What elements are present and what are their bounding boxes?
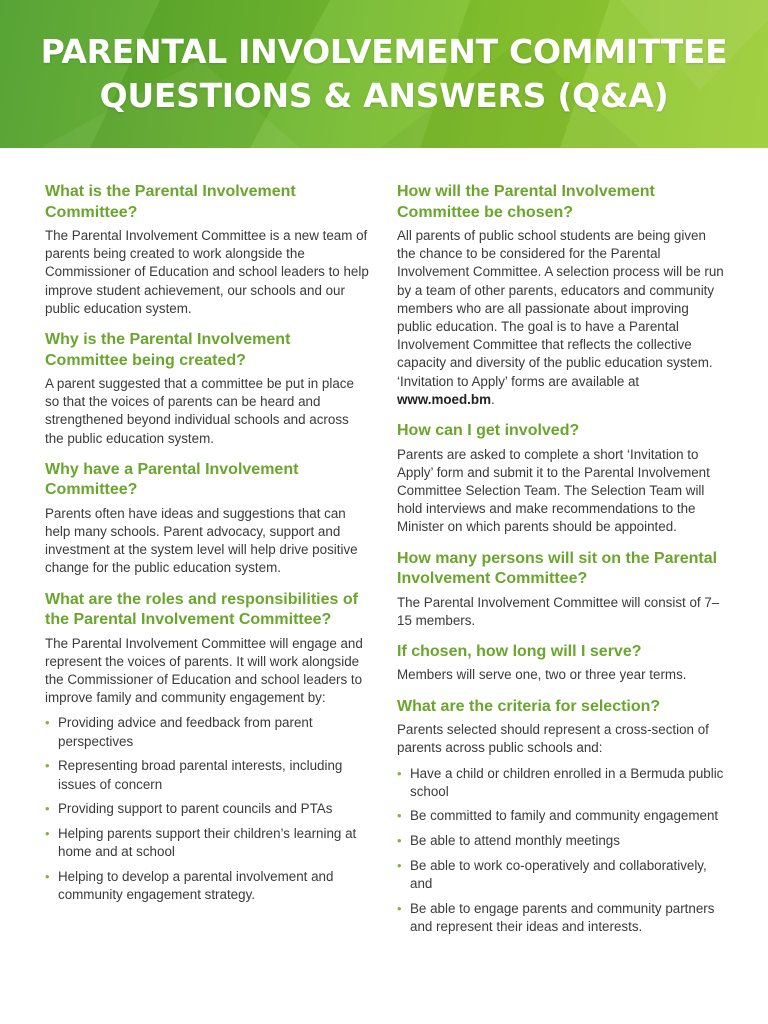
bullet-icon: •	[45, 868, 50, 884]
qa-how-many	[397, 549, 727, 630]
list-item	[397, 832, 727, 850]
answer-text	[397, 227, 727, 409]
bullet-icon: •	[45, 715, 50, 731]
list-item-text: Helping to develop a parental involvement and community engagement strategy.	[58, 868, 334, 903]
qa-how-chosen	[397, 182, 727, 409]
question-heading: What are the criteria for selection?	[397, 697, 661, 715]
question-heading: How many persons will sit on the Parental Involvement Committee?	[397, 549, 718, 588]
list-item-text: Be able to work co-operatively and collaboratively, and	[410, 857, 707, 892]
bullet-icon: •	[397, 808, 402, 824]
bullet-icon: •	[397, 900, 402, 916]
list-item	[45, 868, 370, 904]
left-column	[45, 182, 370, 916]
question-heading: Why is the Parental Involvement Committee being created?	[45, 331, 291, 369]
header-banner	[0, 0, 768, 148]
list-item	[397, 857, 727, 893]
roles-bullet-list	[45, 714, 370, 904]
qa-why-have	[45, 460, 370, 578]
list-item	[397, 900, 727, 936]
title-line-2: QUESTIONS & ANSWERS (Q&A)	[99, 76, 669, 115]
website-link[interactable]: www.moed.bm	[397, 391, 491, 407]
answer-text: The Parental Involvement Committee is a new team of parents being created to work alongside the Commissioner of Education and school leaders to help improve student achievement, our schools and our public education system.	[45, 228, 369, 316]
list-item	[397, 807, 727, 825]
page-title	[0, 30, 768, 118]
bullet-icon: •	[45, 758, 50, 774]
qa-get-involved	[397, 421, 727, 537]
bullet-icon: •	[45, 801, 50, 817]
bullet-icon: •	[397, 765, 402, 781]
answer-text: Parents are asked to complete a short ‘Invitation to Apply’ form and submit it to the Parental Involvement Committee Selection Team. The Selection Team will hold interviews and make recommendations to the Minister on which parents should be appointed.	[397, 446, 710, 535]
answer-text: Parents often have ideas and suggestions that can help many schools. Parent advocacy, support and investment at the system level will help drive positive change for the public education system.	[45, 505, 358, 576]
bullet-icon: •	[397, 857, 402, 873]
answer-text: A parent suggested that a committee be put in place so that the voices of parents can be heard and strengthened beyond individual schools and across the public education system.	[45, 376, 354, 446]
list-item	[397, 765, 727, 801]
question-heading: How can I get involved?	[397, 422, 580, 440]
list-item-text: Providing advice and feedback from parent perspectives	[58, 715, 313, 749]
bullet-icon: •	[45, 825, 50, 841]
qa-criteria	[397, 697, 727, 937]
list-item-text: Providing support to parent councils and PTAs	[58, 801, 333, 817]
list-item-text: Be committed to family and community engagement	[410, 808, 719, 824]
answer-text: The Parental Involvement Committee will engage and represent the voices of parents. It will work alongside the Commissioner of Education and school leaders to improve family and community engagement by:	[45, 635, 363, 706]
list-item-text: Representing broad parental interests, including issues of concern	[58, 758, 343, 792]
question-heading: How will the Parental Involvement Committee be chosen?	[397, 183, 655, 221]
question-heading: What is the Parental Involvement Committee?	[45, 183, 296, 221]
question-heading: What are the roles and responsibilities of the Parental Involvement Committee?	[45, 590, 358, 629]
list-item-text: Be able to engage parents and community partners and represent their ideas and interests.	[410, 900, 715, 934]
title-line-1: PARENTAL INVOLVEMENT COMMITTEE	[40, 32, 728, 71]
question-heading: If chosen, how long will I serve?	[397, 642, 642, 660]
right-column	[397, 182, 727, 948]
list-item-text: Helping parents support their children’s learning at home and at school	[58, 825, 357, 860]
answer-end: .	[491, 391, 495, 407]
list-item-text: Have a child or children enrolled in a Bermuda public school	[410, 765, 724, 799]
question-heading: Why have a Parental Involvement Committee?	[45, 460, 299, 499]
list-item	[45, 825, 370, 861]
bullet-icon: •	[397, 833, 402, 849]
list-item	[45, 714, 370, 750]
answer-body: All parents of public school students are being given the chance to be considered for the Parental Involvement Committee. A selection process will be run by a team of other parents, educators and community members who are all passionate about improving public education. The goal is to have a Parental Involvement Committee that reflects the collective capacity and diversity of the public education system. ‘Invitation to Apply’ forms are available at	[397, 228, 724, 389]
qa-what-is-committee	[45, 182, 370, 318]
answer-text: Parents selected should represent a cross-section of parents across public schools and:	[397, 722, 709, 756]
list-item	[45, 800, 370, 818]
criteria-bullet-list	[397, 765, 727, 937]
list-item-text: Be able to attend monthly meetings	[410, 833, 620, 849]
qa-roles-responsibilities	[45, 590, 370, 905]
list-item	[45, 757, 370, 793]
qa-why-created	[45, 330, 370, 448]
answer-text: The Parental Involvement Committee will consist of 7–15 members.	[397, 594, 720, 628]
qa-how-long	[397, 642, 727, 685]
answer-text: Members will serve one, two or three year terms.	[397, 667, 687, 683]
